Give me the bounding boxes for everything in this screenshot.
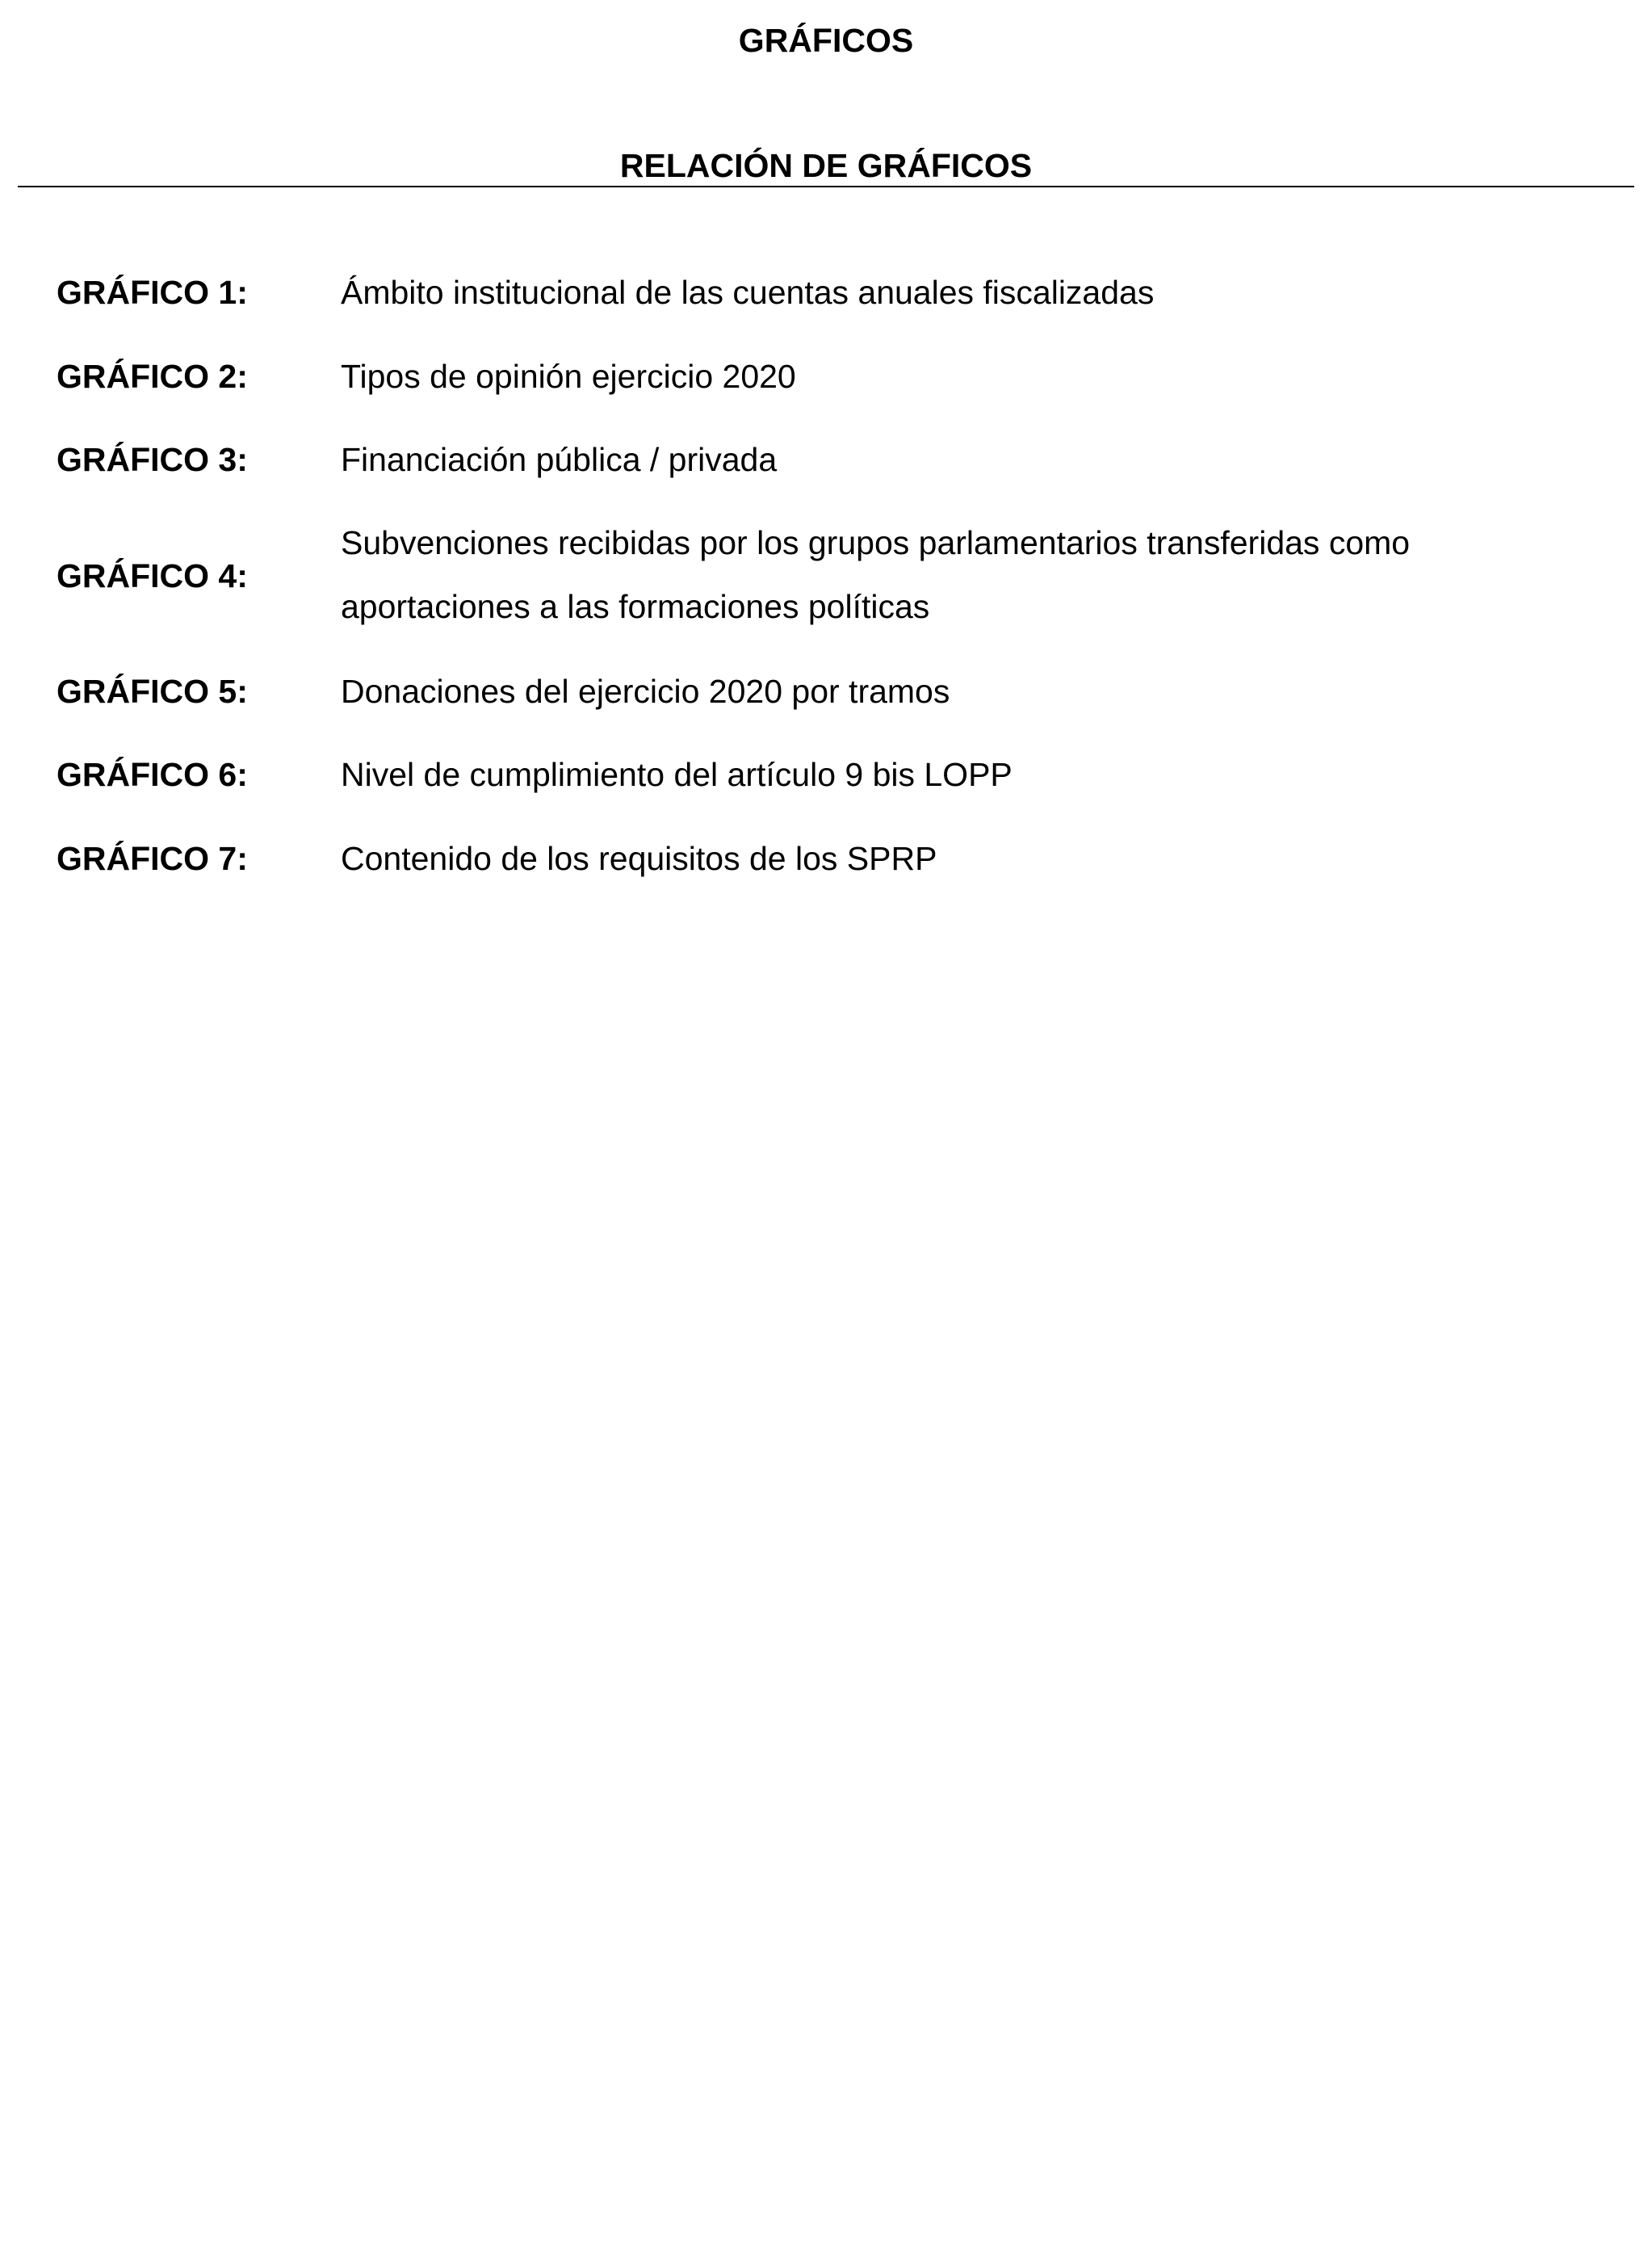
list-item-text: Contenido de los requisitos de los SPRP [341,840,937,877]
list-item-text: Subvenciones recibidas por los grupos parlamentarios transferidas como aportaciones a las formaciones políticas [341,524,1411,625]
list-item-label: GRÁFICO 1: [57,274,248,311]
list-item-label: GRÁFICO 6: [57,756,248,793]
list-item-text: Tipos de opinión ejercicio 2020 [341,358,796,395]
list-item-text: Ámbito institucional de las cuentas anuales fiscalizadas [341,274,1155,311]
list-item-label: GRÁFICO 3: [57,441,248,478]
list-item-label: GRÁFICO 7: [57,840,248,877]
list-item-text: Donaciones del ejercicio 2020 por tramos [341,673,950,710]
title-divider [18,186,1634,187]
list-item-text: Financiación pública / privada [341,441,778,478]
page-title: GRÁFICOS [738,22,914,59]
list-item-text: Nivel de cumplimiento del artículo 9 bis LOPP [341,756,1013,793]
list-item-label: GRÁFICO 5: [57,673,248,710]
list-item-label: GRÁFICO 4: [57,557,248,594]
list-item-label: GRÁFICO 2: [57,358,248,395]
list-title: RELACIÓN DE GRÁFICOS [619,147,1033,184]
